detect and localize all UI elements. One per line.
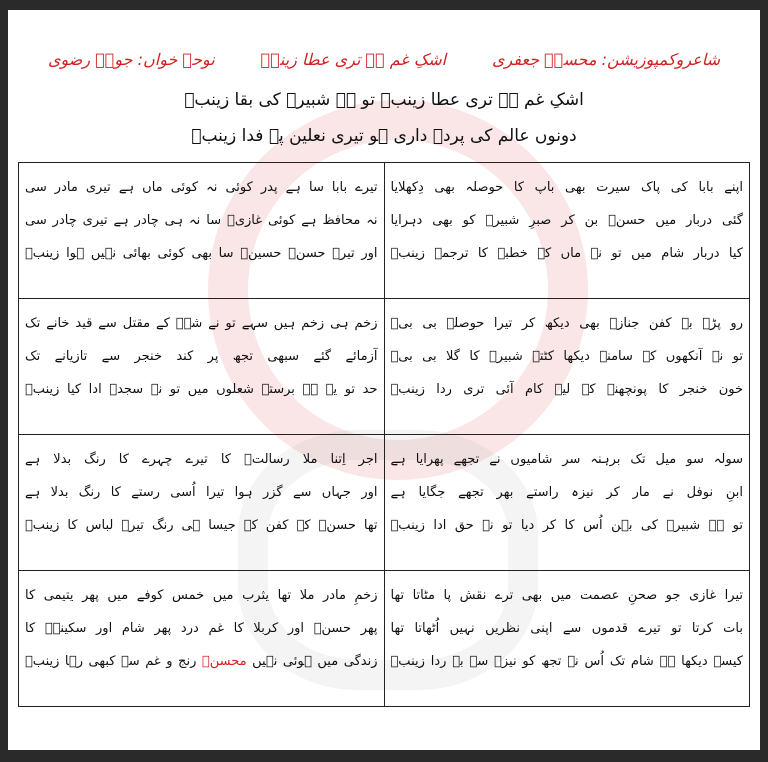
stanza-left bbox=[19, 571, 385, 707]
verse-line: تیرا غازی جو صحنِ عصمت میں بھی ترے نقش پا مٹاتا تھا bbox=[390, 588, 743, 603]
stanza-right bbox=[384, 571, 750, 707]
verse-line: رو پڑے بے کفن جنازے بھی دیکھ کر تیرا حوصلہ بی بیؑ bbox=[390, 316, 743, 331]
verse-line: حد تو یہ ہے برستے شعلوں میں تو نے سجدہ ادا کیا زینبؑ bbox=[25, 382, 378, 397]
verse-line: اپنے بابا کی پاک سیرت بھی باپ کا حوصلہ بھی دِکھلایا bbox=[390, 180, 743, 195]
verse-line: تھا حسنؑ کے کفن کے جیسا ہی رنگ تیرے لباس کا زینبؑ bbox=[25, 518, 378, 533]
verse-line: تو ہے شبیرؑ کی بہن اُس کا کر دیا تو نے حق ادا زینبؑ bbox=[390, 518, 743, 533]
reciter-credit: نوحہ خواں: جونؔ رضوی bbox=[48, 50, 215, 69]
verse-line: زخم ہی زخم ہیں سہے تو نے شہؑ کے مقتل سے قید خانے تک bbox=[25, 316, 378, 331]
poet-takhallus: محسنؔ bbox=[201, 654, 247, 669]
verse-line: زخمِ مادر ملا تھا یثرب میں خمس کوفے میں پھر یتیمی کا bbox=[25, 588, 378, 603]
verse-text: رنج و غم سے کبھی رہا زینبؑ bbox=[25, 654, 197, 669]
verse-text: زندگی میں ہوئی نہیں bbox=[252, 654, 378, 669]
verse-line: پھر حسنؑ اور کربلا کا غم درد پھر شام اور سکینہؑ کا bbox=[25, 621, 378, 636]
verse-line: تو نے آنکھوں کے سامنے دیکھا کٹتے شبیرؑ کا گلا بی بیؑ bbox=[390, 349, 743, 364]
stanza-right bbox=[384, 163, 750, 299]
verse-line: کیا دربار شام میں تو نے ماں کے خطبے کا ترجمہ زینبؑ bbox=[390, 246, 743, 261]
verse-line-signature bbox=[25, 652, 378, 672]
verse-line: گئی دربار میں حسنؑ بن کر صبرِ شبیرؑ کو بھی دہرایا bbox=[390, 213, 743, 228]
stanza-row bbox=[19, 299, 750, 435]
stanza-right bbox=[384, 299, 750, 435]
stanza-row bbox=[19, 571, 750, 707]
poet-credit: شاعروکمپوزیشن: محسنؔ جعفری bbox=[492, 50, 720, 69]
stanza-left bbox=[19, 435, 385, 571]
verse-line: اور جہاں سے گزر ہوا تیرا اُسی رستے کا رنگ بدلا ہے bbox=[25, 485, 378, 500]
verse-line: نہ محافظ ہے کوئی غازیؑ سا نہ ہی چادر ہے تیری چادر سی bbox=[25, 213, 378, 228]
verse-line: ابنِ نوفل نے مار کر نیزہ راستے بھر تجھے جگایا ہے bbox=[390, 485, 743, 500]
verse-line: اجر اِتنا ملا رسالتؐ کا تیرے چہرے کا رنگ بدلا ہے bbox=[25, 452, 378, 467]
verse-line: سولہ سو میل تک برہنہ سر شامیوں نے تجھے پھرایا ہے bbox=[390, 452, 743, 467]
stanza-left bbox=[19, 163, 385, 299]
stanza-row bbox=[19, 163, 750, 299]
chorus-line-1: اشکِ غم ہے تری عطا زینبؑ تو ہے شبیرؑ کی بقا زینبؑ bbox=[184, 90, 584, 110]
stanza-row bbox=[19, 435, 750, 571]
noha-title: اشکِ غم ہے تری عطا زینبؑ bbox=[260, 50, 447, 69]
stanza-right bbox=[384, 435, 750, 571]
credits-header bbox=[48, 50, 720, 86]
verse-line: بات کرتا تو تیرے قدموں سے اپنی نظریں نہیں اُٹھاتا تھا bbox=[390, 621, 743, 636]
stanza-left bbox=[19, 299, 385, 435]
chorus-line-2: دونوں عالم کی پردہ داری ہو تیری نعلین پہ فدا زینبؑ bbox=[191, 126, 577, 146]
verse-line: خون خنجر کا پونچھنے کے لیے کام آئی تری ردا زینبؑ bbox=[390, 382, 743, 397]
verse-line: تیرے بابا سا ہے پدر کوئی نہ کوئی ماں ہے تیری مادر سی bbox=[25, 180, 378, 195]
lyrics-page bbox=[8, 10, 760, 750]
verse-line: آزمائے گئے سبھی تجھ پر کند خنجر سے تازیانے تک bbox=[25, 349, 378, 364]
verse-line: اور تیرے حسنؑ حسینؑ سا بھی کوئی بھائی نہیں ہوا زینبؑ bbox=[25, 246, 378, 261]
verse-line: کیسے دیکھا ہے شام تک اُس نے تجھ کو نیزے سے بے ردا زینبؑ bbox=[390, 654, 743, 669]
lyrics-table bbox=[18, 162, 750, 707]
